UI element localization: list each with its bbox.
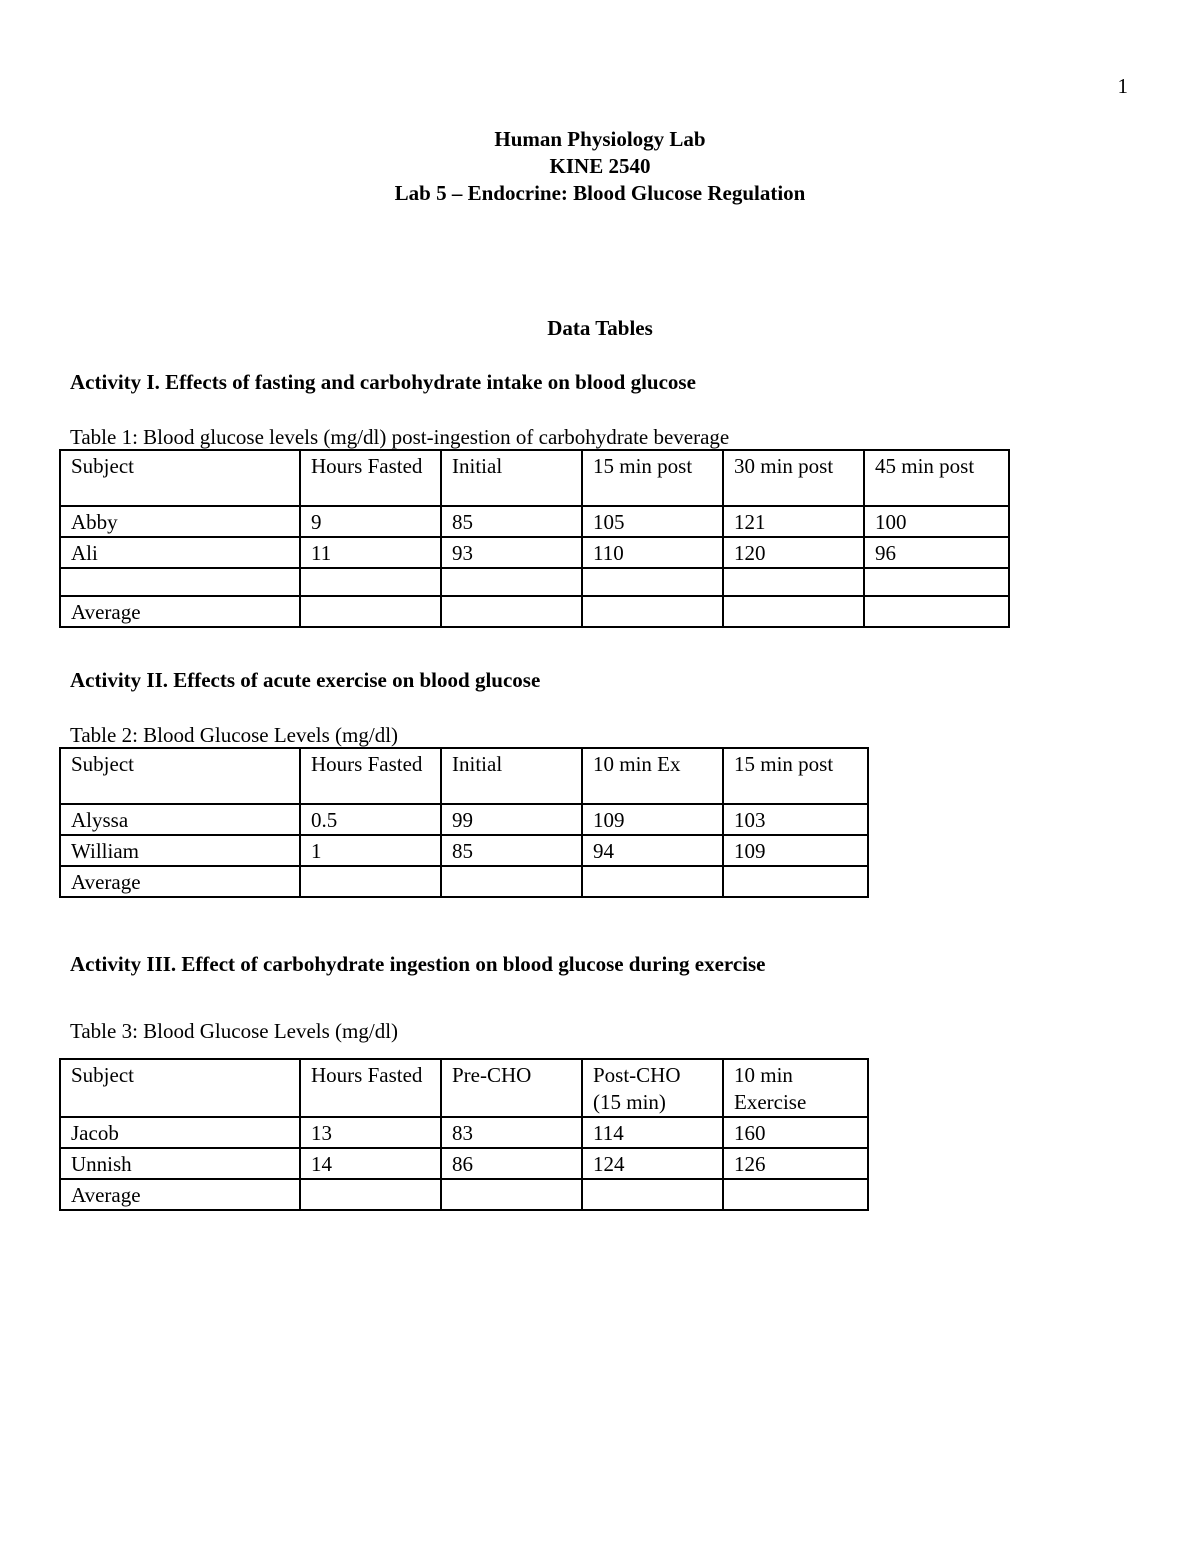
table-row [60, 596, 1009, 627]
column-header: 15 min post [582, 450, 723, 506]
table-cell: 13 [300, 1117, 441, 1148]
column-header: Subject [60, 748, 300, 804]
table-cell: 103 [723, 804, 868, 835]
table-cell [60, 568, 300, 596]
table-cell [300, 596, 441, 627]
table-header-row [60, 450, 1009, 506]
table-cell [864, 596, 1009, 627]
table-cell: 9 [300, 506, 441, 537]
table-cell: 126 [723, 1148, 868, 1179]
document-title [0, 126, 1200, 207]
column-header: Initial [441, 748, 582, 804]
table-cell: 85 [441, 835, 582, 866]
table-cell: 93 [441, 537, 582, 568]
table-cell: William [60, 835, 300, 866]
column-header: 45 min post [864, 450, 1009, 506]
table-cell [582, 1179, 723, 1210]
column-header: 15 min post [723, 748, 868, 804]
table-cell: Average [60, 866, 300, 897]
table-cell: 120 [723, 537, 864, 568]
column-header: Hours Fasted [300, 450, 441, 506]
table-row [60, 804, 868, 835]
table-cell: 100 [864, 506, 1009, 537]
table-cell [582, 568, 723, 596]
table-cell: 14 [300, 1148, 441, 1179]
table-cell [441, 866, 582, 897]
table-cell [441, 1179, 582, 1210]
course-code: KINE 2540 [549, 154, 651, 178]
table2 [59, 747, 869, 898]
table-cell: 109 [723, 835, 868, 866]
table-cell: 121 [723, 506, 864, 537]
table1-caption: Table 1: Blood glucose levels (mg/dl) post-ingestion of carbohydrate beverage [70, 425, 730, 449]
table-cell: Jacob [60, 1117, 300, 1148]
table-cell: Abby [60, 506, 300, 537]
column-header: Hours Fasted [300, 748, 441, 804]
column-header: Post-CHO (15 min) [582, 1059, 723, 1117]
table-cell: 85 [441, 506, 582, 537]
table-cell: 94 [582, 835, 723, 866]
table-cell [723, 1179, 868, 1210]
table-row [60, 1117, 868, 1148]
table-cell: 86 [441, 1148, 582, 1179]
table-row [60, 835, 868, 866]
table-cell [300, 1179, 441, 1210]
table-header-row [60, 1059, 868, 1117]
table-cell: 96 [864, 537, 1009, 568]
table-row [60, 537, 1009, 568]
table-row [60, 506, 1009, 537]
table-cell [300, 866, 441, 897]
table3 [59, 1058, 869, 1211]
section-title: Data Tables [547, 316, 653, 340]
table-row [60, 568, 1009, 596]
table-cell: 109 [582, 804, 723, 835]
table-cell [441, 596, 582, 627]
table-cell: Unnish [60, 1148, 300, 1179]
table-cell: Ali [60, 537, 300, 568]
table-cell: 110 [582, 537, 723, 568]
column-header: Subject [60, 1059, 300, 1117]
column-header: 10 min Exercise [723, 1059, 868, 1117]
table-row [60, 1179, 868, 1210]
table2-caption: Table 2: Blood Glucose Levels (mg/dl) [70, 723, 399, 747]
table-cell: 124 [582, 1148, 723, 1179]
table-cell [864, 568, 1009, 596]
page-number: 1 [1117, 74, 1128, 98]
table-cell: 0.5 [300, 804, 441, 835]
table-cell [723, 596, 864, 627]
column-header: Hours Fasted [300, 1059, 441, 1117]
table-cell: Alyssa [60, 804, 300, 835]
table-cell: 105 [582, 506, 723, 537]
column-header: 30 min post [723, 450, 864, 506]
table-cell: 99 [441, 804, 582, 835]
table-cell: 160 [723, 1117, 868, 1148]
table-cell: 83 [441, 1117, 582, 1148]
table-cell [300, 568, 441, 596]
table-cell [723, 568, 864, 596]
lab-title: Lab 5 – Endocrine: Blood Glucose Regulation [394, 181, 806, 205]
activity1-heading: Activity I. Effects of fasting and carbohydrate intake on blood glucose [70, 370, 696, 394]
table-cell: 1 [300, 835, 441, 866]
table1 [59, 449, 1010, 628]
table-header-row [60, 748, 868, 804]
table3-caption: Table 3: Blood Glucose Levels (mg/dl) [70, 1019, 399, 1043]
table-cell: 11 [300, 537, 441, 568]
column-header: Initial [441, 450, 582, 506]
table-row [60, 866, 868, 897]
activity3-heading: Activity III. Effect of carbohydrate ingestion on blood glucose during exercise [70, 952, 766, 976]
course-title: Human Physiology Lab [494, 127, 706, 151]
table-row [60, 1148, 868, 1179]
table-cell [441, 568, 582, 596]
activity2-heading: Activity II. Effects of acute exercise on blood glucose [70, 668, 541, 692]
table-cell: Average [60, 1179, 300, 1210]
column-header: Pre-CHO [441, 1059, 582, 1117]
table-cell: Average [60, 596, 300, 627]
column-header: Subject [60, 450, 300, 506]
table-cell [582, 596, 723, 627]
table-cell [723, 866, 868, 897]
table-cell: 114 [582, 1117, 723, 1148]
table-cell [582, 866, 723, 897]
column-header: 10 min Ex [582, 748, 723, 804]
